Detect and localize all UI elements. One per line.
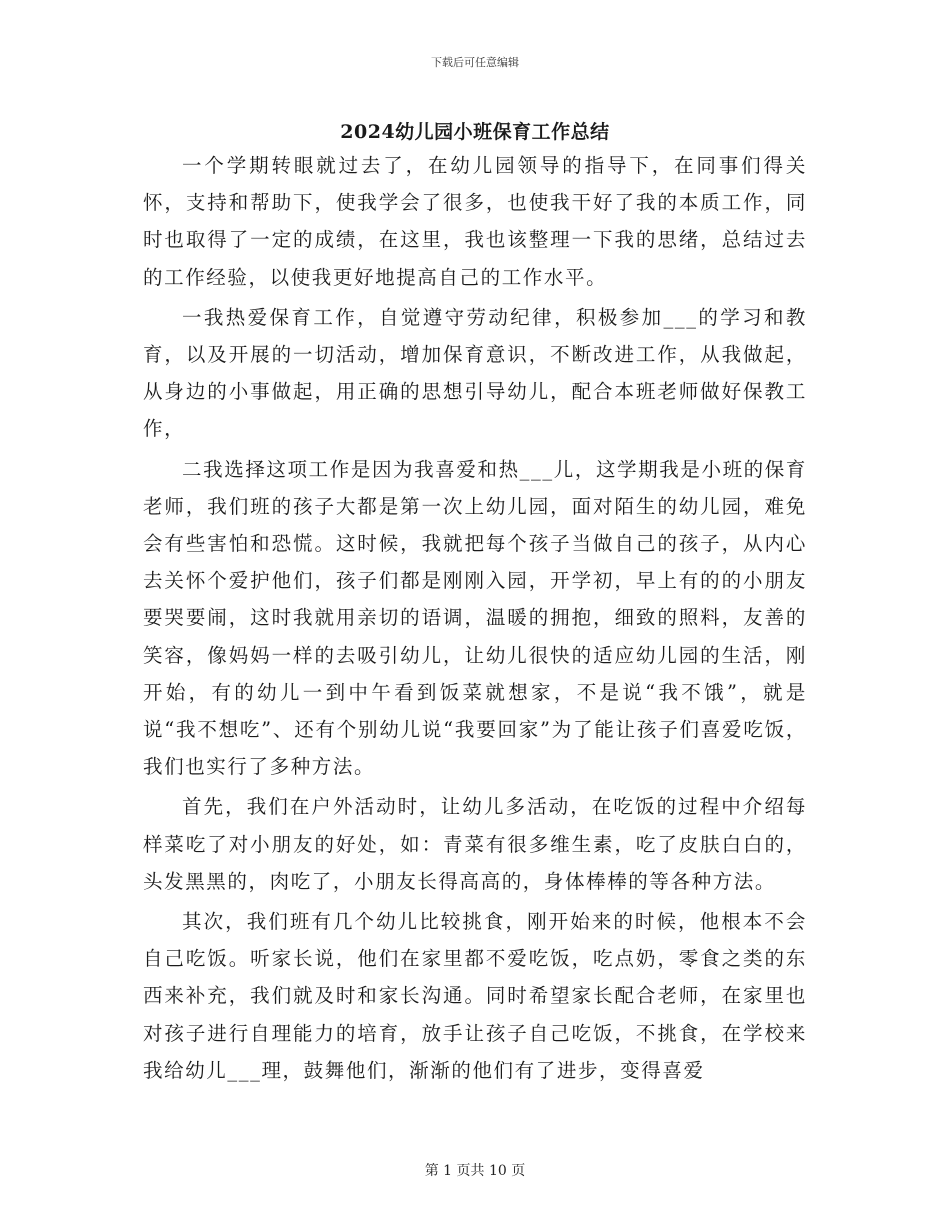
paragraph-point-two: 二我选择这项工作是因为我喜爱和热___儿，这学期我是小班的保育老师，我们班的孩子大都是第一次上幼儿园，面对陌生的幼儿园，难免会有些害怕和恐慌。这时候，我就把每个孩子当做自己的孩子，从内心去关怀个爱护他们，孩子们都是刚刚入园，开学初，早上有的的小朋友要哭要闹，这时我就用亲切的语调，温暖的拥抱，细致的照料，友善的笑容，像妈妈一样的去吸引幼儿，让幼儿很快的适应幼儿园的生活，刚开始，有的幼儿一到中午看到饭菜就想家，不是说“我不饿”，就是说“我不想吃”、还有个别幼儿说“我要回家”为了能让孩子们喜爱吃饭，我们也实行了多种方法。 — [143, 457, 807, 779]
paragraph-second-method: 其次，我们班有几个幼儿比较挑食，刚开始来的时候，他根本不会自己吃饭。听家长说，他们在家里都不爱吃饭，吃点奶，零食之类的东西来补充，我们就及时和家长沟通。同时希望家长配合老师，在家里也对孩子进行自理能力的培育，放手让孩子自己吃饭，不挑食，在学校来我给幼儿___理，鼓舞他们，渐渐的他们有了进步，变得喜爱 — [143, 910, 807, 1082]
paragraph-intro: 一个学期转眼就过去了，在幼儿园领导的指导下，在同事们得关怀，支持和帮助下，使我学会了很多，也使我干好了我的本质工作，同时也取得了一定的成绩，在这里，我也该整理一下我的思绪，总结过去的工作经验，以使我更好地提高自己的工作水平。 — [143, 154, 807, 289]
page-footer: 第 1 页共 10 页 — [424, 1163, 526, 1179]
document-title: 2024幼儿园小班保育工作总结 — [340, 121, 610, 143]
paragraph-point-one: 一我热爱保育工作，自觉遵守劳动纪律，积极参加___的学习和教育，以及开展的一切活动，增加保育意识，不断改进工作，从我做起，从身边的小事做起，用正确的思想引导幼儿，配合本班老师做好保教工作， — [143, 305, 807, 441]
document-body — [143, 147, 807, 1089]
paragraph-first-method: 首先，我们在户外活动时，让幼儿多活动，在吃饭的过程中介绍每样菜吃了对小朋友的好处，如：青菜有很多维生素，吃了皮肤白白的，头发黑黑的，肉吃了，小朋友长得高高的，身体棒棒的等各种方法。 — [143, 795, 807, 893]
header-note: 下载后可任意编辑 — [431, 56, 519, 69]
